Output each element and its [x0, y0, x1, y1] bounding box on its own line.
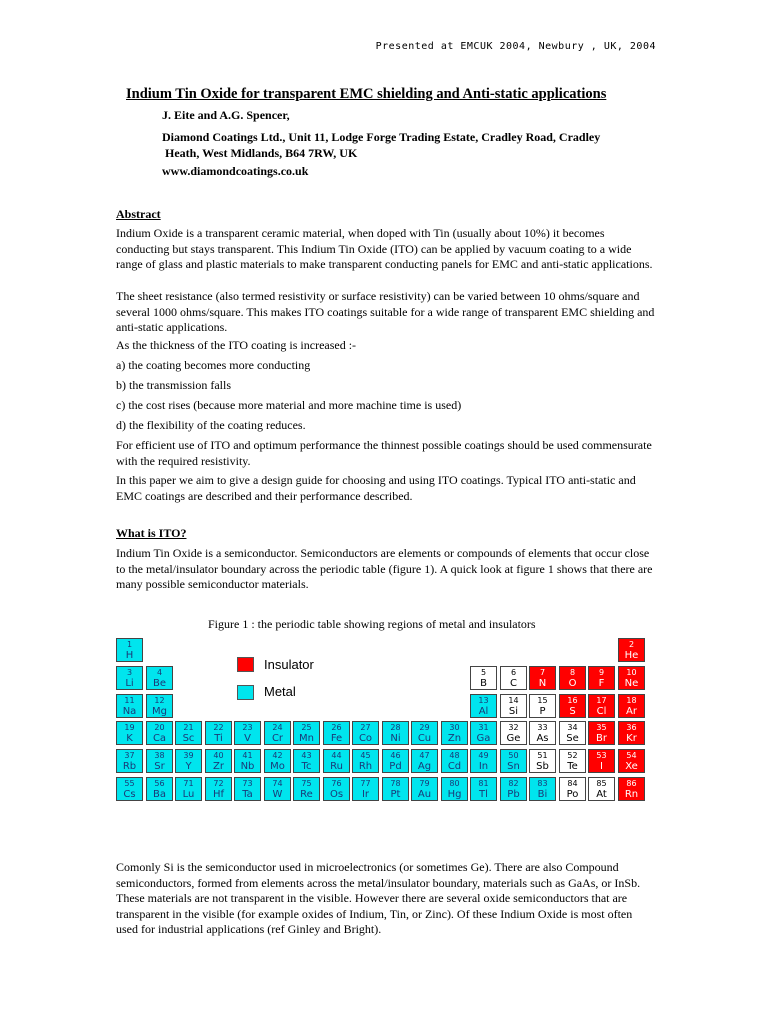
atomic-number: 29 — [419, 723, 430, 732]
atomic-number: 86 — [626, 779, 637, 788]
element-cell-cs — [116, 777, 143, 801]
element-symbol: In — [478, 761, 489, 772]
atomic-number: 34 — [567, 723, 578, 732]
atomic-number: 8 — [569, 668, 576, 677]
element-cell-nb — [234, 749, 261, 773]
atomic-number: 84 — [567, 779, 578, 788]
element-symbol: Sc — [182, 733, 195, 744]
element-symbol: Ag — [417, 761, 432, 772]
element-symbol: S — [569, 706, 576, 717]
atomic-number: 53 — [596, 751, 607, 760]
atomic-number: 78 — [390, 779, 401, 788]
atomic-number: 76 — [331, 779, 342, 788]
atomic-number: 75 — [301, 779, 312, 788]
legend-metal-swatch — [237, 685, 254, 700]
element-cell-ca — [146, 721, 173, 745]
legend-insulator-label: Insulator — [264, 657, 314, 672]
element-symbol: Zr — [213, 761, 224, 772]
element-cell-al — [470, 694, 497, 718]
atomic-number: 18 — [626, 696, 637, 705]
atomic-number: 22 — [213, 723, 224, 732]
element-symbol: I — [600, 761, 603, 772]
atomic-number: 20 — [154, 723, 165, 732]
element-cell-sr — [146, 749, 173, 773]
atomic-number: 15 — [537, 696, 548, 705]
element-cell-ti — [205, 721, 232, 745]
element-symbol: K — [126, 733, 133, 744]
atomic-number: 36 — [626, 723, 637, 732]
affiliation-line-2: Heath, West Midlands, B64 7RW, UK — [165, 146, 358, 160]
list-item-b: b) the transmission falls — [116, 378, 231, 392]
element-cell-w — [264, 777, 291, 801]
element-cell-i — [588, 749, 615, 773]
element-cell-ir — [352, 777, 379, 801]
body-paragraph-semiconductors: Comonly Si is the semiconductor used in microelectronics (or sometimes Ge). There are also Compound semiconductors, formed from elements across the metal/insulator boundary, materials such as GaAs, or InSb. These materials are not transparent in the visible. However there are several oxide semiconductors that are transparent in the visible (for example oxides of Indium, Tin, or Zinc). Of these Indium Oxide is most often used for industrial applications (ref Ginley and Bright). — [116, 860, 641, 937]
atomic-number: 31 — [478, 723, 489, 732]
element-symbol: Xe — [625, 761, 638, 772]
element-cell-cr — [264, 721, 291, 745]
element-symbol: Pd — [389, 761, 402, 772]
element-cell-tl — [470, 777, 497, 801]
conference-note: Presented at EMCUK 2004, Newbury , UK, 2004 — [375, 41, 656, 52]
atomic-number: 38 — [154, 751, 165, 760]
element-cell-hf — [205, 777, 232, 801]
element-symbol: Kr — [626, 733, 637, 744]
element-symbol: Ba — [153, 789, 166, 800]
element-symbol: He — [624, 650, 639, 661]
element-symbol: Fe — [330, 733, 343, 744]
element-cell-pd — [382, 749, 409, 773]
element-symbol: Lu — [182, 789, 195, 800]
atomic-number: 4 — [156, 668, 163, 677]
element-symbol: C — [510, 678, 517, 689]
atomic-number: 6 — [510, 668, 517, 677]
element-cell-li — [116, 666, 143, 690]
atomic-number: 42 — [272, 751, 283, 760]
atomic-number: 39 — [183, 751, 194, 760]
atomic-number: 56 — [154, 779, 165, 788]
element-cell-ba — [146, 777, 173, 801]
element-cell-pt — [382, 777, 409, 801]
atomic-number: 71 — [183, 779, 194, 788]
element-cell-rh — [352, 749, 379, 773]
abstract-paragraph-2: The sheet resistance (also termed resistivity or surface resistivity) can be varied between 10 ohms/square and several 1000 ohms/square. This makes ITO coatings suitable for a wide range of transparent EMC shielding and anti-static applications. — [116, 289, 655, 335]
element-cell-he — [618, 638, 645, 662]
atomic-number: 50 — [508, 751, 519, 760]
element-symbol: Zn — [447, 733, 462, 744]
element-symbol: Mo — [270, 761, 285, 772]
element-symbol: W — [272, 789, 283, 800]
atomic-number: 1 — [126, 640, 133, 649]
atomic-number: 79 — [419, 779, 430, 788]
element-cell-s — [559, 694, 586, 718]
element-symbol: Co — [358, 733, 373, 744]
element-symbol: V — [244, 733, 251, 744]
element-symbol: Hf — [212, 789, 225, 800]
element-cell-ta — [234, 777, 261, 801]
element-cell-kr — [618, 721, 645, 745]
element-cell-tc — [293, 749, 320, 773]
element-symbol: Pb — [507, 789, 520, 800]
element-cell-sb — [529, 749, 556, 773]
atomic-number: 77 — [360, 779, 371, 788]
element-cell-os — [323, 777, 350, 801]
element-cell-re — [293, 777, 320, 801]
element-cell-ne — [618, 666, 645, 690]
atomic-number: 28 — [390, 723, 401, 732]
element-cell-at — [588, 777, 615, 801]
element-symbol: Al — [478, 706, 489, 717]
affiliation-line-1: Diamond Coatings Ltd., Unit 11, Lodge Forge Trading Estate, Cradley Road, Cradley — [162, 130, 601, 144]
atomic-number: 16 — [567, 696, 578, 705]
element-cell-cd — [441, 749, 468, 773]
element-cell-n — [529, 666, 556, 690]
element-symbol: B — [480, 678, 487, 689]
element-symbol: Rb — [122, 761, 137, 772]
atomic-number: 80 — [449, 779, 460, 788]
element-cell-mo — [264, 749, 291, 773]
element-symbol: Cr — [271, 733, 284, 744]
element-cell-ru — [323, 749, 350, 773]
list-item-a: a) the coating becomes more conducting — [116, 358, 311, 372]
element-cell-pb — [500, 777, 527, 801]
atomic-number: 52 — [567, 751, 578, 760]
element-symbol: Sr — [154, 761, 165, 772]
element-cell-rn — [618, 777, 645, 801]
element-symbol: Y — [185, 761, 192, 772]
element-symbol: Os — [329, 789, 344, 800]
abstract-paragraph-4: For efficient use of ITO and optimum performance the thinnest possible coatings should be used commensurate with the required resistivity. — [116, 438, 652, 468]
element-cell-cl — [588, 694, 615, 718]
element-symbol: Ni — [390, 733, 401, 744]
element-symbol: Te — [567, 761, 578, 772]
element-cell-lu — [175, 777, 202, 801]
element-symbol: Na — [122, 706, 137, 717]
element-cell-v — [234, 721, 261, 745]
what-is-ito-paragraph: Indium Tin Oxide is a semiconductor. Semiconductors are elements or compounds of elements that occur close to the metal/insulator boundary across the periodic table (figure 1). A quick look at figure 1 shows that there are many possible semiconductor materials. — [116, 546, 653, 592]
abstract-paragraph-5: In this paper we aim to give a design guide for choosing and using ITO coatings. Typical ITO anti-static and EMC coatings are described and their performance described. — [116, 473, 636, 503]
atomic-number: 7 — [539, 668, 546, 677]
element-cell-xe — [618, 749, 645, 773]
atomic-number: 13 — [478, 696, 489, 705]
element-cell-h — [116, 638, 143, 662]
element-cell-se — [559, 721, 586, 745]
abstract-paragraph-3: As the thickness of the ITO coating is increased :- — [116, 338, 357, 352]
atomic-number: 73 — [242, 779, 253, 788]
element-cell-zn — [441, 721, 468, 745]
element-symbol: Po — [566, 789, 579, 800]
atomic-number: 32 — [508, 723, 519, 732]
element-cell-br — [588, 721, 615, 745]
element-cell-rb — [116, 749, 143, 773]
periodic-table-figure — [116, 638, 652, 808]
element-cell-si — [500, 694, 527, 718]
atomic-number: 25 — [301, 723, 312, 732]
website-link[interactable]: www.diamondcoatings.co.uk — [162, 164, 309, 178]
atomic-number: 2 — [628, 640, 635, 649]
atomic-number: 43 — [301, 751, 312, 760]
abstract-heading: Abstract — [116, 207, 161, 221]
element-cell-zr — [205, 749, 232, 773]
element-symbol: Rh — [358, 761, 373, 772]
atomic-number: 47 — [419, 751, 430, 760]
element-symbol: Cs — [123, 789, 136, 800]
what-is-ito-heading: What is ITO? — [116, 526, 187, 540]
element-cell-as — [529, 721, 556, 745]
element-symbol: P — [539, 706, 546, 717]
element-symbol: Br — [596, 733, 607, 744]
element-symbol: Sb — [536, 761, 549, 772]
atomic-number: 48 — [449, 751, 460, 760]
element-cell-in — [470, 749, 497, 773]
atomic-number: 9 — [598, 668, 605, 677]
element-symbol: Li — [125, 678, 134, 689]
element-symbol: Cd — [447, 761, 462, 772]
atomic-number: 17 — [596, 696, 607, 705]
atomic-number: 5 — [480, 668, 487, 677]
element-cell-po — [559, 777, 586, 801]
element-symbol: Ti — [214, 733, 223, 744]
element-symbol: Ge — [506, 733, 521, 744]
atomic-number: 11 — [124, 696, 135, 705]
element-symbol: As — [536, 733, 549, 744]
atomic-number: 85 — [596, 779, 607, 788]
element-symbol: Ne — [624, 678, 639, 689]
atomic-number: 37 — [124, 751, 135, 760]
element-symbol: Cu — [417, 733, 432, 744]
element-cell-sc — [175, 721, 202, 745]
element-symbol: Se — [566, 733, 579, 744]
element-cell-ni — [382, 721, 409, 745]
element-cell-co — [352, 721, 379, 745]
element-symbol: Bi — [537, 789, 548, 800]
element-cell-hg — [441, 777, 468, 801]
element-symbol: Be — [152, 678, 166, 689]
legend-metal-label: Metal — [264, 684, 296, 699]
element-symbol: Ir — [361, 789, 370, 800]
element-symbol: O — [568, 678, 577, 689]
atomic-number: 41 — [242, 751, 253, 760]
paper-title: Indium Tin Oxide for transparent EMC shielding and Anti-static applications — [126, 86, 607, 102]
abstract-paragraph-1: Indium Oxide is a transparent ceramic material, when doped with Tin (usually about 10%) it becomes conducting but stays transparent. This Indium Tin Oxide (ITO) can be applied by vacuum coating to a wide range of glass and plastic materials to make transparent conducting panels for EMC and anti-static applications. — [116, 226, 653, 272]
element-symbol: Ru — [330, 761, 343, 772]
element-symbol: At — [596, 789, 607, 800]
atomic-number: 83 — [537, 779, 548, 788]
element-cell-ag — [411, 749, 438, 773]
element-symbol: Cl — [596, 706, 607, 717]
element-cell-k — [116, 721, 143, 745]
atomic-number: 24 — [272, 723, 283, 732]
atomic-number: 44 — [331, 751, 342, 760]
authors: J. Eite and A.G. Spencer, — [162, 108, 290, 122]
element-symbol: Mg — [152, 706, 167, 717]
atomic-number: 49 — [478, 751, 489, 760]
element-symbol: Au — [417, 789, 432, 800]
atomic-number: 21 — [183, 723, 194, 732]
element-symbol: H — [125, 650, 134, 661]
atomic-number: 26 — [331, 723, 342, 732]
atomic-number: 30 — [449, 723, 460, 732]
atomic-number: 72 — [213, 779, 224, 788]
element-symbol: Hg — [447, 789, 462, 800]
element-cell-c — [500, 666, 527, 690]
atomic-number: 82 — [508, 779, 519, 788]
legend-insulator-swatch — [237, 657, 254, 672]
element-symbol: Nb — [240, 761, 255, 772]
element-symbol: Ta — [242, 789, 253, 800]
element-symbol: Rn — [624, 789, 639, 800]
element-cell-au — [411, 777, 438, 801]
element-cell-sn — [500, 749, 527, 773]
atomic-number: 33 — [537, 723, 548, 732]
element-cell-mg — [146, 694, 173, 718]
element-cell-y — [175, 749, 202, 773]
element-cell-ga — [470, 721, 497, 745]
element-cell-p — [529, 694, 556, 718]
atomic-number: 35 — [596, 723, 607, 732]
element-symbol: Ar — [626, 706, 637, 717]
element-cell-b — [470, 666, 497, 690]
list-item-c: c) the cost rises (because more material and more machine time is used) — [116, 398, 462, 412]
atomic-number: 12 — [154, 696, 165, 705]
atomic-number: 14 — [508, 696, 519, 705]
element-cell-cu — [411, 721, 438, 745]
atomic-number: 27 — [360, 723, 371, 732]
atomic-number: 46 — [390, 751, 401, 760]
element-cell-be — [146, 666, 173, 690]
element-symbol: N — [538, 678, 547, 689]
atomic-number: 10 — [626, 668, 637, 677]
element-cell-f — [588, 666, 615, 690]
atomic-number: 54 — [626, 751, 637, 760]
element-symbol: Ca — [152, 733, 167, 744]
element-cell-mn — [293, 721, 320, 745]
element-symbol: Sn — [507, 761, 520, 772]
element-symbol: Tl — [479, 789, 488, 800]
element-symbol: Tc — [301, 761, 312, 772]
atomic-number: 19 — [124, 723, 135, 732]
element-cell-bi — [529, 777, 556, 801]
atomic-number: 40 — [213, 751, 224, 760]
atomic-number: 81 — [478, 779, 489, 788]
element-cell-fe — [323, 721, 350, 745]
affiliation — [162, 129, 652, 161]
atomic-number: 3 — [126, 668, 133, 677]
figure-caption: Figure 1 : the periodic table showing regions of metal and insulators — [208, 617, 536, 631]
element-cell-te — [559, 749, 586, 773]
element-symbol: F — [598, 678, 605, 689]
element-cell-ge — [500, 721, 527, 745]
atomic-number: 55 — [124, 779, 135, 788]
atomic-number: 23 — [242, 723, 253, 732]
element-cell-na — [116, 694, 143, 718]
atomic-number: 74 — [272, 779, 283, 788]
element-symbol: Si — [508, 706, 519, 717]
element-cell-ar — [618, 694, 645, 718]
atomic-number: 45 — [360, 751, 371, 760]
element-symbol: Pt — [390, 789, 401, 800]
element-symbol: Ga — [476, 733, 491, 744]
atomic-number: 51 — [537, 751, 548, 760]
element-symbol: Mn — [299, 733, 314, 744]
list-item-d: d) the flexibility of the coating reduces. — [116, 418, 306, 432]
element-cell-o — [559, 666, 586, 690]
element-symbol: Re — [300, 789, 313, 800]
